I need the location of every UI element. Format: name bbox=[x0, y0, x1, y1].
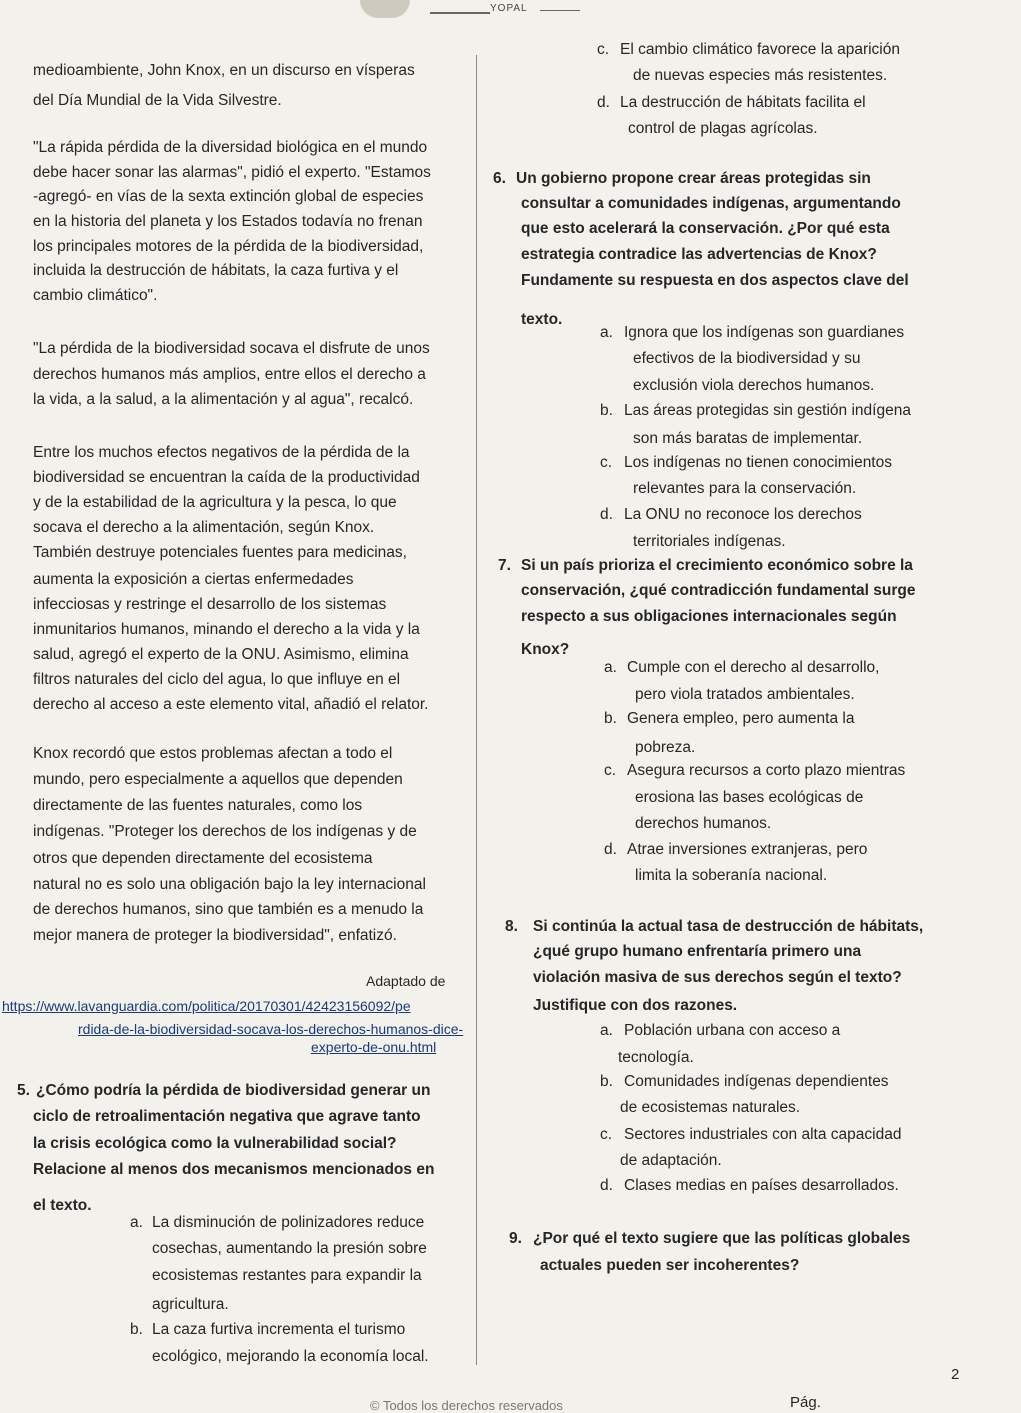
option-line: derechos humanos. bbox=[635, 815, 772, 832]
option-line: pero viola tratados ambientales. bbox=[635, 686, 855, 703]
question-line: ¿Cómo podría la pérdida de biodiversidad generar un bbox=[36, 1082, 431, 1099]
option-label: d. bbox=[600, 1177, 613, 1194]
paragraph-line: Knox recordó que estos problemas afectan a todo el bbox=[33, 745, 393, 762]
option-line: de ecosistemas naturales. bbox=[620, 1099, 801, 1116]
paragraph-line: cambio climático". bbox=[33, 287, 158, 304]
question-line: violación masiva de sus derechos según el texto? bbox=[533, 969, 902, 986]
question-number: 6. bbox=[493, 170, 506, 187]
paragraph-line: Entre los muchos efectos negativos de la pérdida de la bbox=[33, 444, 410, 461]
option-line: Las áreas protegidas sin gestión indígena bbox=[624, 402, 911, 419]
question-line: actuales pueden ser incoherentes? bbox=[540, 1257, 800, 1274]
paragraph-line: indígenas. "Proteger los derechos de los indígenas y de bbox=[33, 823, 417, 840]
question-line: Fundamente su respuesta en dos aspectos clave del bbox=[521, 272, 909, 289]
question-line: respecto a sus obligaciones internacionales según bbox=[521, 608, 897, 625]
option-label: d. bbox=[604, 841, 617, 858]
option-line: Población urbana con acceso a bbox=[624, 1022, 841, 1039]
question-line: consultar a comunidades indígenas, argumentando bbox=[521, 195, 901, 212]
paragraph-line: derecho al acceso a este elemento vital, añadió el relator. bbox=[33, 696, 429, 713]
paragraph-line: la vida, a la salud, a la alimentación y al agua", recalcó. bbox=[33, 391, 414, 408]
footer-rights: © Todos los derechos reservados bbox=[370, 1398, 563, 1413]
option-label: d. bbox=[600, 506, 613, 523]
option-label: c. bbox=[600, 1126, 613, 1143]
question-line: estrategia contradice las advertencias de Knox? bbox=[521, 246, 877, 263]
question-number: 9. bbox=[509, 1230, 522, 1247]
paragraph-line: los principales motores de la pérdida de la biodiversidad, bbox=[33, 238, 424, 255]
option-line: relevantes para la conservación. bbox=[633, 480, 857, 497]
paragraph-line: incluida la destrucción de hábitats, la caza furtiva y el bbox=[33, 262, 399, 279]
option-line: Atrae inversiones extranjeras, pero bbox=[627, 841, 868, 858]
paragraph-line: También destruye potenciales fuentes para medicinas, bbox=[33, 544, 407, 561]
paragraph-line: otros que dependen directamente del ecosistema bbox=[33, 850, 373, 867]
paragraph-line: biodiversidad se encuentran la caída de la productividad bbox=[33, 469, 420, 486]
option-line: Comunidades indígenas dependientes bbox=[624, 1073, 889, 1090]
paragraph-line: debe hacer sonar las alarmas", pidió el experto. "Estamos bbox=[33, 164, 431, 181]
paragraph-line: "La rápida pérdida de la diversidad biológica en el mundo bbox=[33, 139, 428, 156]
option-label: a. bbox=[130, 1214, 143, 1231]
source-link[interactable]: experto-de-onu.html bbox=[311, 1039, 437, 1055]
column-divider bbox=[476, 55, 477, 1365]
option-line: erosiona las bases ecológicas de bbox=[635, 789, 864, 806]
paragraph-line: mundo, pero especialmente a aquellos que dependen bbox=[33, 771, 403, 788]
paragraph-line: socava el derecho a la alimentación, según Knox. bbox=[33, 519, 375, 536]
option-label: a. bbox=[604, 659, 617, 676]
question-line: ¿Por qué el texto sugiere que las políticas globales bbox=[533, 1230, 911, 1247]
header-rule bbox=[430, 0, 490, 14]
page-label: Pág. bbox=[790, 1394, 821, 1411]
option-line: ecológico, mejorando la economía local. bbox=[152, 1348, 429, 1365]
question-line: Justifique con dos razones. bbox=[533, 997, 738, 1014]
school-logo bbox=[360, 0, 410, 18]
paragraph-line: directamente de las fuentes naturales, como los bbox=[33, 797, 363, 814]
option-line: Cumple con el derecho al desarrollo, bbox=[627, 659, 880, 676]
question-number: 5. bbox=[17, 1082, 30, 1099]
option-label: c. bbox=[604, 762, 617, 779]
option-line: La caza furtiva incrementa el turismo bbox=[152, 1321, 406, 1338]
header-line bbox=[540, 10, 580, 11]
option-line: ecosistemas restantes para expandir la bbox=[152, 1267, 422, 1284]
paragraph-line: y de la estabilidad de la agricultura y la pesca, lo que bbox=[33, 494, 397, 511]
paragraph-line: de derechos humanos, sino que también es a menudo la bbox=[33, 901, 424, 918]
option-label: b. bbox=[604, 710, 617, 727]
question-line: conservación, ¿qué contradicción fundamental surge bbox=[521, 582, 916, 599]
option-label: b. bbox=[130, 1321, 143, 1338]
source-link[interactable]: https://www.lavanguardia.com/politica/20170301/42423156092/pe bbox=[2, 998, 411, 1014]
option-label: c. bbox=[600, 454, 613, 471]
option-line: exclusión viola derechos humanos. bbox=[633, 377, 875, 394]
option-label: d. bbox=[597, 94, 610, 111]
option-line: Clases medias en países desarrollados. bbox=[624, 1177, 899, 1194]
question-line: ¿qué grupo humano enfrentaría primero una bbox=[533, 943, 862, 960]
option-line: tecnología. bbox=[618, 1049, 694, 1066]
paragraph-line: salud, agregó el experto de la ONU. Asimismo, elimina bbox=[33, 646, 409, 663]
option-label: b. bbox=[600, 402, 613, 419]
paragraph-line: -agregó- en vías de la sexta extinción global de especies bbox=[33, 188, 424, 205]
paragraph-line: derechos humanos más amplios, entre ellos el derecho a bbox=[33, 366, 426, 383]
option-line: de adaptación. bbox=[620, 1152, 722, 1169]
option-line: de nuevas especies más resistentes. bbox=[633, 67, 888, 84]
option-line: Los indígenas no tienen conocimientos bbox=[624, 454, 892, 471]
question-line: ciclo de retroalimentación negativa que agrave tanto bbox=[33, 1108, 421, 1125]
option-line: Genera empleo, pero aumenta la bbox=[627, 710, 855, 727]
option-line: pobreza. bbox=[635, 739, 696, 756]
option-line: La destrucción de hábitats facilita el bbox=[620, 94, 866, 111]
question-line: Relacione al menos dos mecanismos mencionados en bbox=[33, 1161, 435, 1178]
option-label: a. bbox=[600, 1022, 613, 1039]
paragraph-line: "La pérdida de la biodiversidad socava el disfrute de unos bbox=[33, 340, 430, 357]
question-line: Un gobierno propone crear áreas protegidas sin bbox=[516, 170, 871, 187]
paragraph-line: aumenta la exposición a ciertas enfermedades bbox=[33, 571, 354, 588]
question-line: Si continúa la actual tasa de destrucción de hábitats, bbox=[533, 918, 924, 935]
option-label: b. bbox=[600, 1073, 613, 1090]
paragraph-line: del Día Mundial de la Vida Silvestre. bbox=[33, 92, 282, 109]
option-line: El cambio climático favorece la aparición bbox=[620, 41, 900, 58]
question-line: texto. bbox=[521, 311, 563, 328]
paragraph-line: natural no es solo una obligación bajo la ley internacional bbox=[33, 876, 426, 893]
question-line: Knox? bbox=[521, 641, 570, 658]
option-line: efectivos de la biodiversidad y su bbox=[633, 350, 861, 367]
option-line: cosechas, aumentando la presión sobre bbox=[152, 1240, 427, 1257]
option-line: La ONU no reconoce los derechos bbox=[624, 506, 862, 523]
question-number: 7. bbox=[498, 557, 511, 574]
question-line: que esto acelerará la conservación. ¿Por qué esta bbox=[521, 220, 890, 237]
option-label: a. bbox=[600, 324, 613, 341]
paragraph-line: infecciosas y restringe el desarrollo de los sistemas bbox=[33, 596, 387, 613]
option-line: agricultura. bbox=[152, 1296, 229, 1313]
paragraph-line: filtros naturales del ciclo del agua, lo que influye en el bbox=[33, 671, 401, 688]
question-line: la crisis ecológica como la vulnerabilidad social? bbox=[33, 1135, 397, 1152]
paragraph-line: mejor manera de proteger la biodiversidad", enfatizó. bbox=[33, 927, 397, 944]
page-number: 2 bbox=[951, 1366, 960, 1383]
option-line: Ignora que los indígenas son guardianes bbox=[624, 324, 905, 341]
option-label: c. bbox=[597, 41, 610, 58]
option-line: son más baratas de implementar. bbox=[633, 430, 863, 447]
option-line: limita la soberanía nacional. bbox=[635, 867, 828, 884]
question-line: el texto. bbox=[33, 1197, 92, 1214]
question-number: 8. bbox=[505, 918, 518, 935]
paragraph-line: inmunitarios humanos, minando el derecho a la vida y la bbox=[33, 621, 420, 638]
option-line: Asegura recursos a corto plazo mientras bbox=[627, 762, 906, 779]
option-line: Sectores industriales con alta capacidad bbox=[624, 1126, 902, 1143]
option-line: La disminución de polinizadores reduce bbox=[152, 1214, 425, 1231]
source-label: Adaptado de bbox=[366, 973, 446, 989]
question-line: Si un país prioriza el crecimiento económico sobre la bbox=[521, 557, 913, 574]
source-link[interactable]: rdida-de-la-biodiversidad-socava-los-derechos-humanos-dice- bbox=[78, 1021, 464, 1037]
paragraph-line: en la historia del planeta y los Estados todavía no frenan bbox=[33, 213, 423, 230]
paragraph-line: medioambiente, John Knox, en un discurso en vísperas bbox=[33, 62, 415, 79]
header-brand: YOPAL bbox=[490, 3, 528, 14]
option-line: territoriales indígenas. bbox=[633, 533, 786, 550]
option-line: control de plagas agrícolas. bbox=[628, 120, 818, 137]
